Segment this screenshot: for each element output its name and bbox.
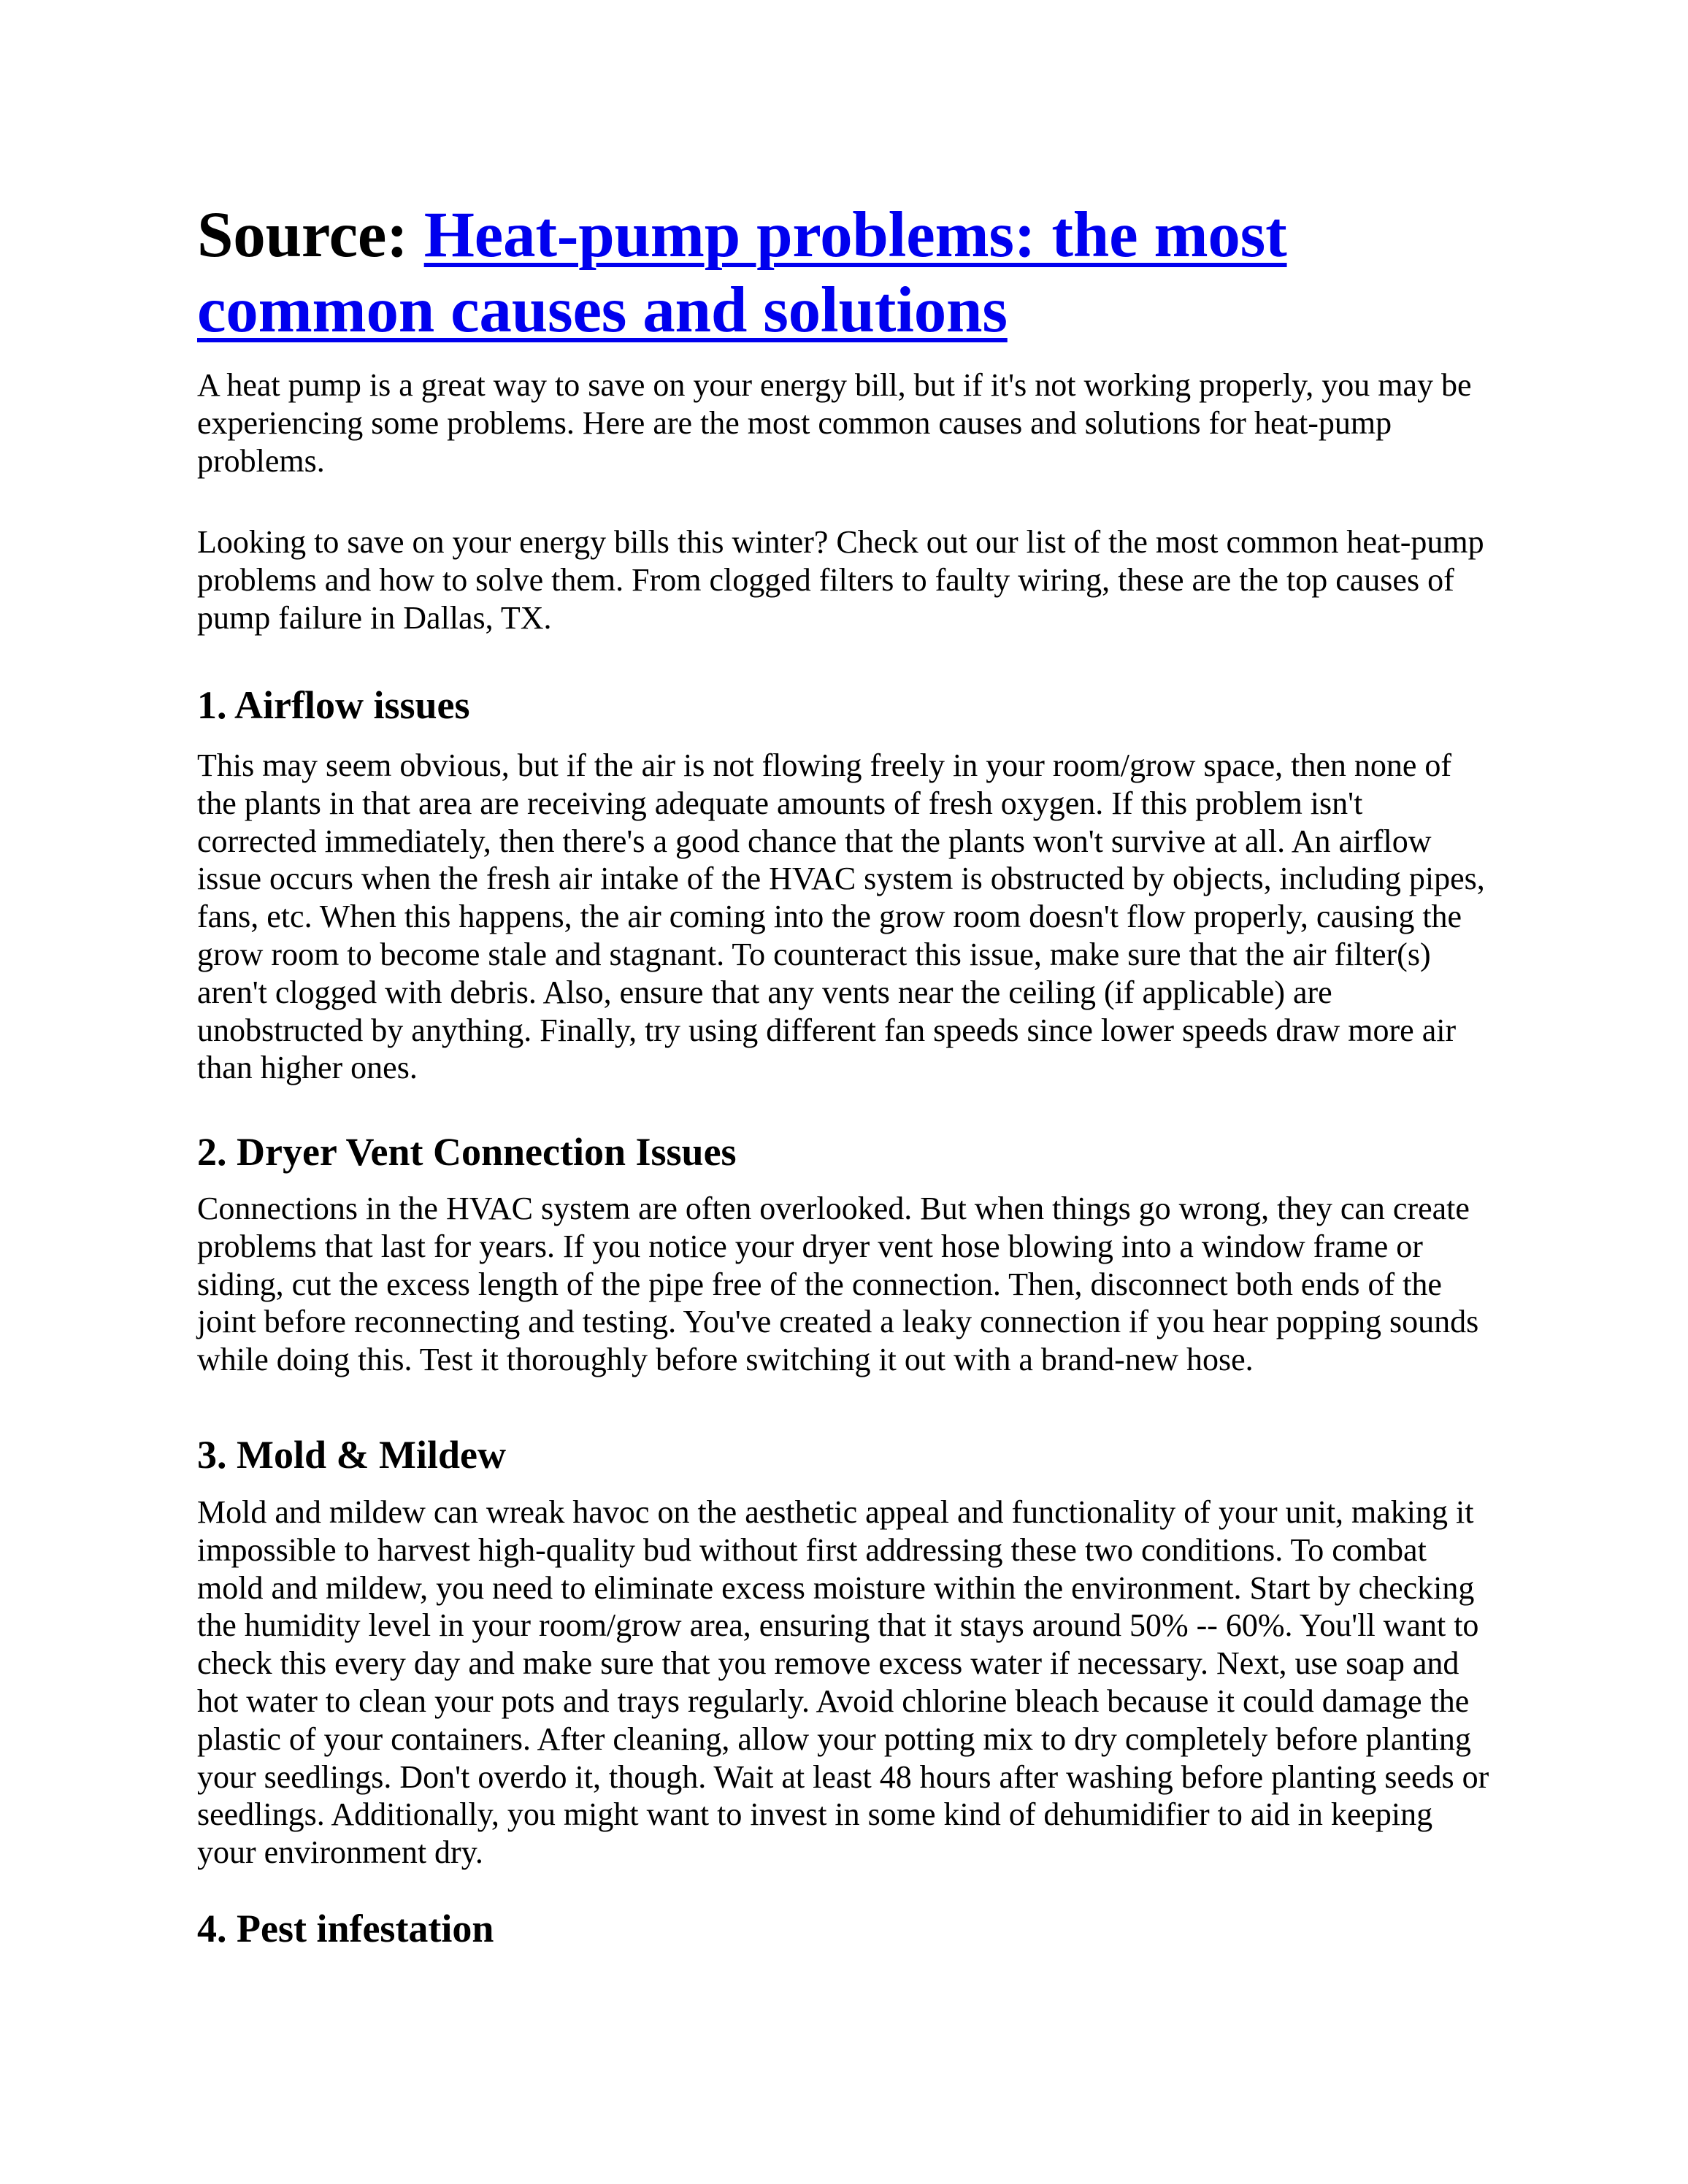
page-title [197,198,1489,348]
source-link[interactable]: Heat-pump problems: the most common causes and solutions [197,199,1287,346]
title-prefix: Source: [197,199,424,271]
section-heading-mold-mildew: 3. Mold & Mildew [197,1433,506,1477]
section-body-mold-mildew: Mold and mildew can wreak havoc on the aesthetic appeal and functionality of your unit, making it impossible to harvest high-quality bud without first addressing these two conditions. To combat mold and mildew, you need to eliminate excess moisture within the environment. Start by checking the humidity level in your room/grow area, ensuring that it stays around 50% -- 60%. You'll want to check this every day and make sure that you remove excess water if necessary. Next, use soap and hot water to clean your pots and trays regularly. Avoid chlorine bleach because it could damage the plastic of your containers. After cleaning, allow your potting mix to dry completely before planting your seedlings. Don't overdo it, though. Wait at least 48 hours after washing before planting seeds or seedlings. Additionally, you might want to invest in some kind of dehumidifier to aid in keeping your environment dry. [197,1494,1489,1871]
section-body-airflow: This may seem obvious, but if the air is not flowing freely in your room/grow space, then none of the plants in that area are receiving adequate amounts of fresh oxygen. If this problem isn't corrected immediately, then there's a good chance that the plants won't survive at all. An airflow issue occurs when the fresh air intake of the HVAC system is obstructed by objects, including pipes, fans, etc. When this happens, the air coming into the grow room doesn't flow properly, causing the grow room to become stale and stagnant. To counteract this issue, make sure that the air filter(s) aren't clogged with debris. Also, ensure that any vents near the ceiling (if applicable) are unobstructed by anything. Finally, try using different fan speeds since lower speeds draw more air than higher ones. [197,747,1485,1086]
section-body-dryer-vent: Connections in the HVAC system are often overlooked. But when things go wrong, they can create problems that last for years. If you notice your dryer vent hose blowing into a window frame or siding, cut the excess length of the pipe free of the connection. Then, disconnect both ends of the joint before reconnecting and testing. You've created a leaky connection if you hear popping sounds while doing this. Test it thoroughly before switching it out with a brand-new hose. [197,1191,1479,1378]
intro-paragraph-2: Looking to save on your energy bills this winter? Check out our list of the most common heat-pump problems and how to solve them. From clogged filters to faulty wiring, these are the top causes of pump failure in Dallas, TX. [197,524,1484,636]
section-heading-airflow: 1. Airflow issues [197,683,470,727]
intro-paragraph-1: A heat pump is a great way to save on your energy bill, but if it's not working properly, you may be experiencing some problems. Here are the most common causes and solutions for heat-pump problems. [197,367,1472,479]
section-heading-dryer-vent: 2. Dryer Vent Connection Issues [197,1130,737,1174]
section-heading-pest-infestation: 4. Pest infestation [197,1907,494,1950]
